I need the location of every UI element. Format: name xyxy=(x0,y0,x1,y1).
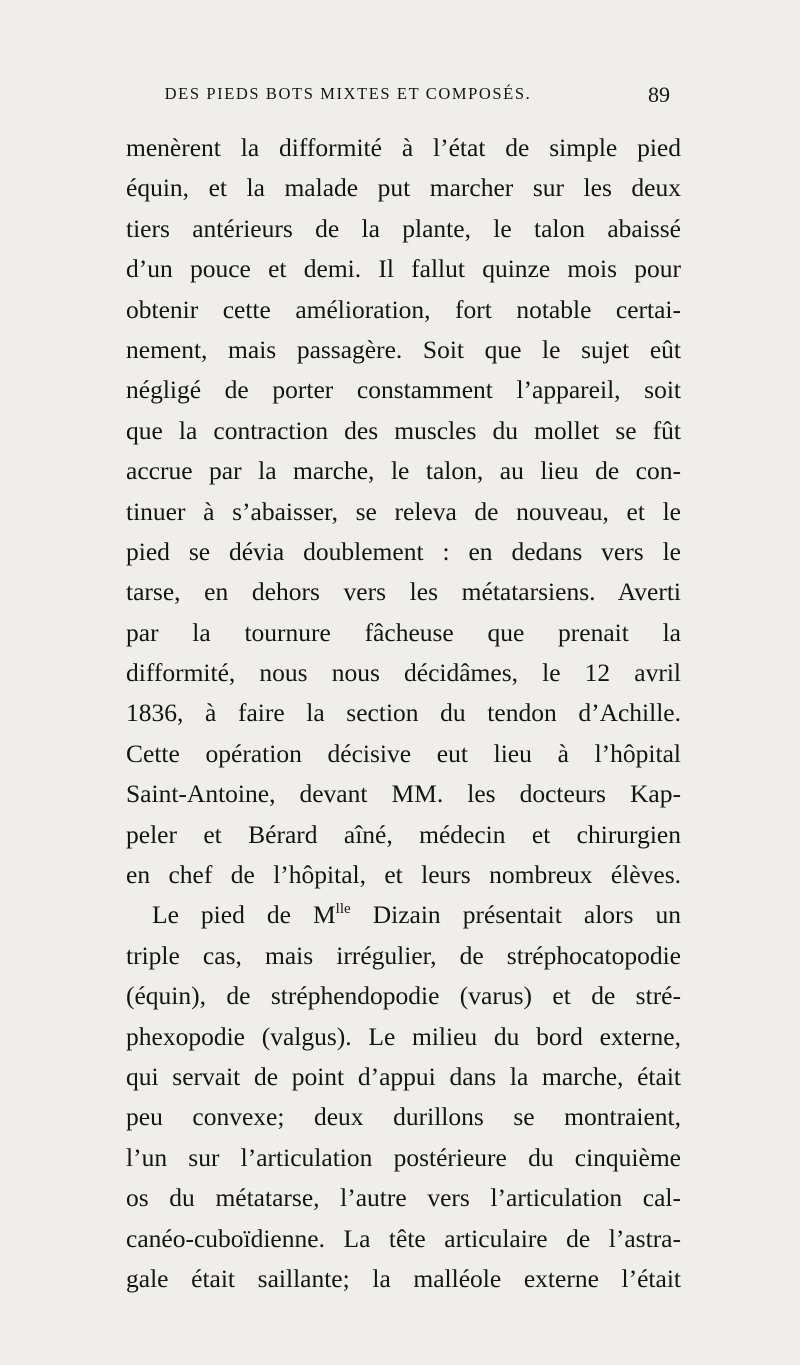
text-line: peler et Bérard aîné, médecin et chirurgien xyxy=(126,819,681,849)
text-line: os du métatarse, l’autre vers l’articulation cal- xyxy=(126,1183,681,1213)
text-line: Saint-Antoine, devant MM. les docteurs Kap- xyxy=(126,779,681,809)
text-line: peu convexe; deux durillons se montraient, xyxy=(126,1102,681,1132)
text-line: par la tournure fâcheuse que prenait la xyxy=(126,617,681,647)
text-line-paragraph-start xyxy=(126,895,681,935)
text-line: nement, mais passagère. Soit que le sujet eût xyxy=(126,334,681,364)
page-number: 89 xyxy=(648,82,670,107)
text-line: tarse, en dehors vers les métatarsiens. Averti xyxy=(126,577,681,607)
text-line: phexopodie (valgus). Le milieu du bord externe, xyxy=(126,1021,681,1051)
text-line: l’un sur l’articulation postérieure du cinquième xyxy=(126,1142,681,1172)
text-line: qui servait de point d’appui dans la marche, était xyxy=(126,1061,681,1091)
text-line: menèrent la difformité à l’état de simple pied xyxy=(126,133,681,162)
text-line: d’un pouce et demi. Il fallut quinze mois pour xyxy=(126,254,681,284)
text-line: équin, et la malade put marcher sur les deux xyxy=(126,173,681,203)
text-line: difformité, nous nous décidâmes, le 12 avril xyxy=(126,658,681,688)
text-line: négligé de porter constamment l’appareil, soit xyxy=(126,375,681,405)
text-line: triple cas, mais irrégulier, de stréphocatopodie xyxy=(126,940,681,970)
running-head: DES PIEDS BOTS MIXTES ET COMPOSÉS. xyxy=(164,84,532,103)
text-line: accrue par la marche, le talon, au lieu de con- xyxy=(126,456,681,486)
text-line: tiers antérieurs de la plante, le talon abaissé xyxy=(126,213,681,243)
text-line: canéo-cuboïdienne. La tête articulaire de l’astra- xyxy=(126,1223,681,1253)
text-line: gale était saillante; la malléole externe l’était xyxy=(126,1263,681,1293)
text-line: que la contraction des muscles du mollet se fût xyxy=(126,415,681,445)
page-header xyxy=(0,82,800,112)
text-line: en chef de l’hôpital, et leurs nombreux élèves. xyxy=(126,860,681,890)
text-line: pied se dévia doublement : en dedans vers le xyxy=(126,536,681,566)
text-line: tinuer à s’abaisser, se releva de nouveau, et le xyxy=(126,496,681,526)
text-line: Cette opération décisive eut lieu à l’hôpital xyxy=(126,738,681,768)
text-line: 1836, à faire la section du tendon d’Achille. xyxy=(126,698,681,728)
text-fragment: Le pied de M xyxy=(152,900,336,930)
superscript: lle xyxy=(335,901,351,918)
text-line: (équin), de stréphendopodie (varus) et de stré- xyxy=(126,981,681,1011)
body-text xyxy=(126,128,681,1299)
text-fragment: Dizain présentait alors un xyxy=(350,900,681,930)
text-line: obtenir cette amélioration, fort notable certai- xyxy=(126,294,681,324)
